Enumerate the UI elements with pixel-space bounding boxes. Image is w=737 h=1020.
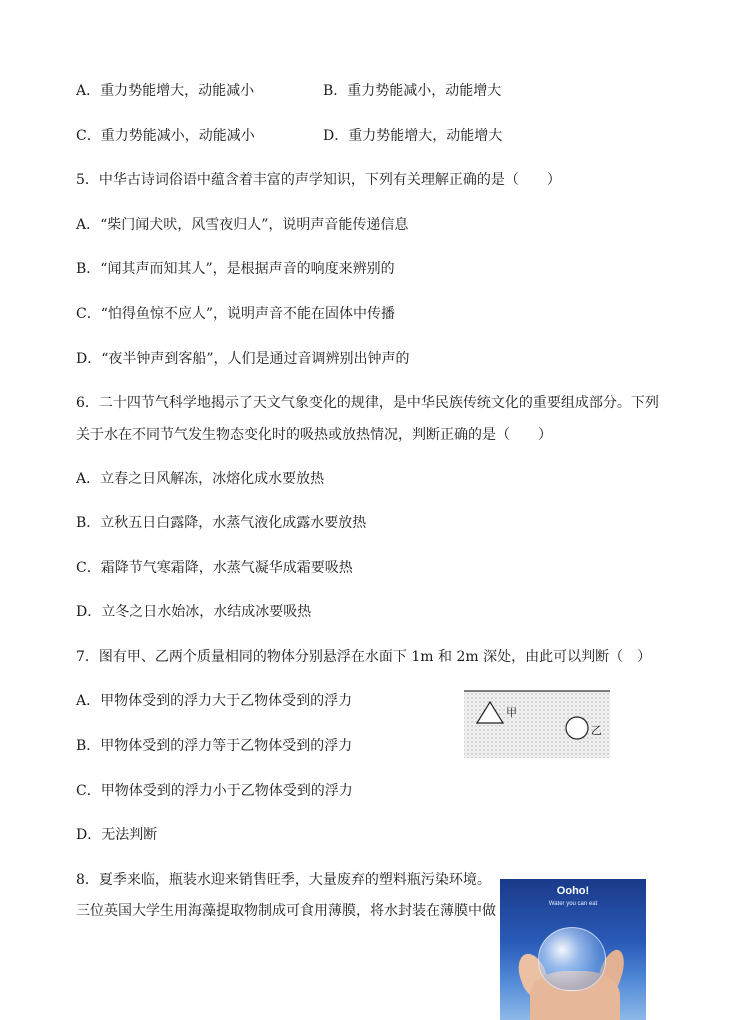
- ooho-title: Ooho!: [556, 885, 590, 897]
- q7-option-b: B．甲物体受到的浮力等于乙物体受到的浮力: [76, 738, 353, 754]
- ooho-subtitle: Water you can eat: [548, 901, 598, 907]
- q8-figure-ooho-photo: [500, 879, 646, 1020]
- q7-stem: 7．图有甲、乙两个质量相同的物体分别悬浮在水面下 1m 和 2m 深处，由此可以判断（ ）: [76, 649, 652, 665]
- q5-stem: 5．中华古诗词俗语中蕴含着丰富的声学知识，下列有关理解正确的是（ ）: [76, 172, 561, 188]
- q6-option-b: B．立秋五日白露降，水蒸气液化成露水要放热: [76, 515, 367, 531]
- edible-water-blob: [538, 927, 606, 991]
- q5-option-b: B．“闻其声而知其人”，是根据声音的响度来辨别的: [76, 261, 395, 277]
- q4-option-a: A．重力势能增大，动能减小: [76, 83, 255, 99]
- circle-object-yi: [566, 717, 588, 739]
- q7-option-a: A．甲物体受到的浮力大于乙物体受到的浮力: [76, 693, 353, 709]
- label-yi: 乙: [591, 724, 602, 737]
- q7-option-d: D．无法判断: [76, 827, 158, 843]
- q4-option-c: C．重力势能减小，动能减小: [76, 128, 255, 144]
- water-region: [464, 691, 610, 758]
- q8-line1: 8．夏季来临，瓶装水迎来销售旺季，大量废弃的塑料瓶污染环境。: [76, 872, 491, 888]
- q7-figure-water-tank: [463, 689, 611, 759]
- q6-stem-line2: 关于水在不同节气发生物态变化时的吸热或放热情况，判断正确的是（ ）: [76, 427, 552, 443]
- q8-line2: 三位英国大学生用海藻提取物制成可食用薄膜，将水封装在薄膜中做: [76, 903, 496, 919]
- q6-option-d: D．立冬之日水始冰，水结成冰要吸热: [76, 604, 312, 620]
- q6-option-c: C．霜降节气寒霜降，水蒸气凝华成霜要吸热: [76, 560, 353, 576]
- water-tank-diagram: [463, 689, 611, 759]
- label-jia: 甲: [506, 706, 517, 719]
- q6-option-a: A．立春之日风解冻，冰熔化成水要放热: [76, 471, 325, 487]
- q4-option-b: B．重力势能减小，动能增大: [323, 83, 502, 99]
- q5-option-a: A．“柴门闻犬吠，风雪夜归人”，说明声音能传递信息: [76, 217, 409, 233]
- q5-option-d: D．“夜半钟声到客船”，人们是通过音调辨别出钟声的: [76, 351, 410, 367]
- q5-option-c: C．“怕得鱼惊不应人”，说明声音不能在固体中传播: [76, 306, 396, 322]
- q7-option-c: C．甲物体受到的浮力小于乙物体受到的浮力: [76, 783, 353, 799]
- q4-option-d: D．重力势能增大，动能增大: [323, 128, 503, 144]
- q6-stem-line1: 6．二十四节气科学地揭示了天文气象变化的规律，是中华民族传统文化的重要组成部分。下列: [76, 395, 659, 411]
